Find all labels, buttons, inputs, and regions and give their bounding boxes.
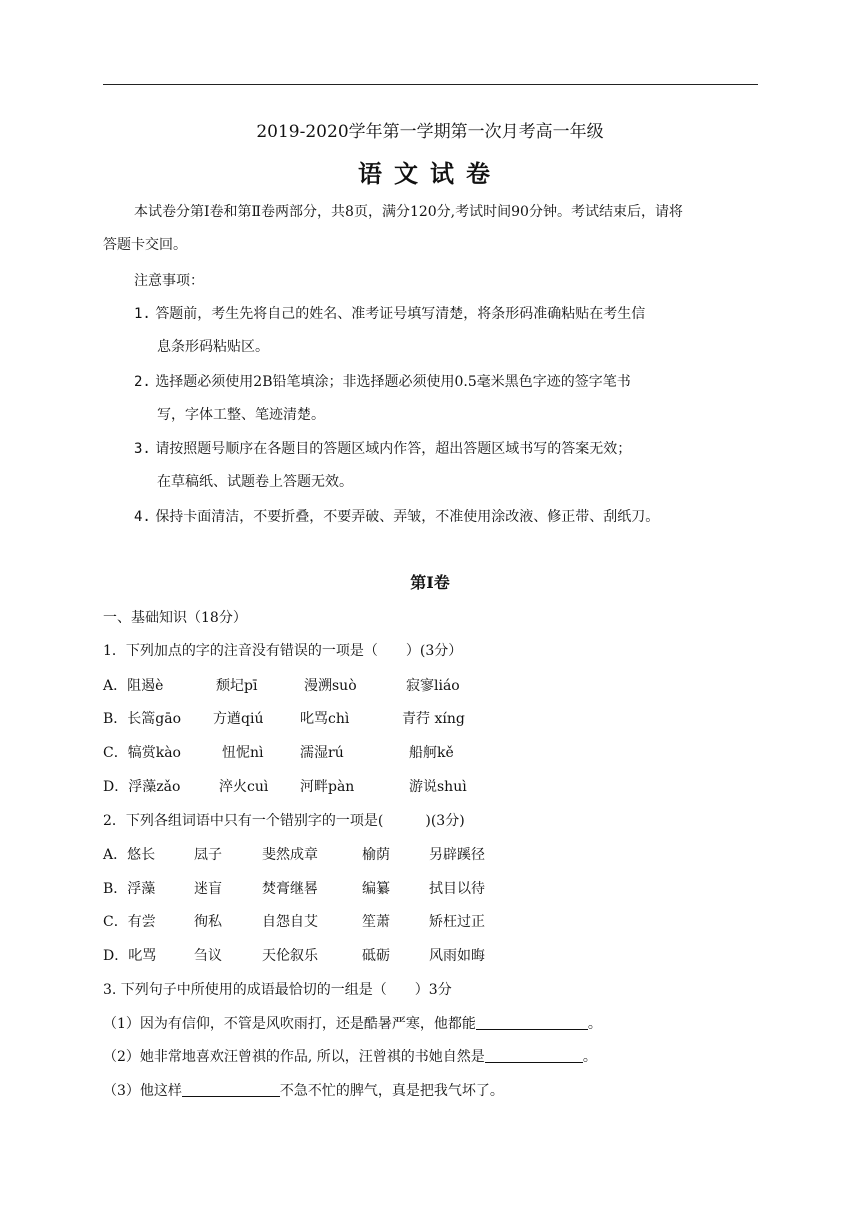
q3-sentence-2-end: 。 — [582, 1049, 597, 1065]
q2-option-a-word-5: 另辟蹊径 — [429, 847, 485, 863]
q2-option-a-word-2: 凨子 — [194, 847, 222, 863]
q2-option-d-word-4: 砥砺 — [362, 948, 390, 964]
q3-sentence-1 — [103, 1013, 602, 1033]
answer-blank-3 — [182, 1082, 280, 1097]
q3-sentence-1-end: 。 — [587, 1016, 602, 1032]
intro-line-2: 答题卡交回。 — [103, 237, 187, 253]
header-rule — [103, 84, 758, 85]
q1-option-c-word-4: 船舸kě — [409, 745, 454, 761]
q1-option-c-word-2: 忸怩nì — [222, 745, 264, 761]
q2-option-b-word-3: 焚膏继晷 — [262, 881, 318, 897]
intro-line-1: 本试卷分第Ⅰ卷和第Ⅱ卷两部分，共8页，满分120分,考试时间90分钟。考试结束后，请将 — [134, 204, 683, 220]
q2-option-c-word-3: 自怨自艾 — [262, 914, 318, 930]
q2-option-d-word-3: 天伦叙乐 — [262, 948, 318, 964]
notice-item-number: 3. — [134, 441, 151, 457]
notice-heading: 注意事项： — [134, 273, 204, 289]
q2-option-a-word-1: A．悠长 — [103, 847, 156, 863]
notice-item-text: 保持卡面清洁，不要折叠，不要弄破、弄皱，不准使用涂改液、修正带、刮纸刀。 — [155, 509, 660, 525]
question-1-stem: 1．下列加点的字的注音没有错误的一项是（ ）(3分） — [103, 643, 463, 659]
q1-option-b-word-4: 青荇 xíng — [402, 711, 465, 727]
q3-sentence-3-text: （3）他这样 — [103, 1083, 182, 1099]
q1-option-b-word-3: 叱骂chì — [300, 711, 350, 727]
question-2-stem: 2．下列各组词语中只有一个错别字的一项是( )(3分) — [103, 813, 465, 829]
exam-title: 2019-2020学年第一学期第一次月考高一年级 — [256, 122, 604, 142]
q2-option-c-word-1: C．有尝 — [103, 914, 156, 930]
q1-option-a-word-3: 漫溯suò — [304, 678, 357, 694]
notice-item-2-cont: 写，字体工整、笔迹清楚。 — [157, 407, 325, 423]
q2-option-c-word-5: 矫枉过正 — [429, 914, 485, 930]
q2-option-a-word-3: 斐然成章 — [262, 847, 318, 863]
q3-sentence-2 — [103, 1046, 597, 1066]
q1-option-b-word-1: B．长篙gāo — [103, 711, 182, 727]
answer-blank-2 — [485, 1048, 583, 1063]
q1-option-c-word-3: 濡湿rú — [300, 745, 344, 761]
q1-option-b-word-2: 方遒qiú — [213, 711, 264, 727]
q1-option-c-word-1: C．犒赏kào — [103, 745, 181, 761]
notice-item-4 — [134, 506, 659, 526]
notice-item-3-cont: 在草稿纸、试题卷上答题无效。 — [157, 474, 353, 490]
q2-option-c-word-2: 徇私 — [194, 914, 222, 930]
notice-item-text: 请按照题号顺序在各题目的答题区域内作答，超出答题区域书写的答案无效； — [155, 441, 632, 457]
section-heading: 一、基础知识（18分） — [103, 610, 247, 626]
q2-option-a-word-4: 榆荫 — [362, 847, 390, 863]
notice-item-text: 选择题必须使用2B铅笔填涂；非选择题必须使用0.5毫米黑色字迹的签字笔书 — [155, 374, 631, 390]
notice-item-2 — [134, 371, 631, 391]
q2-option-b-word-5: 拭目以待 — [429, 881, 485, 897]
notice-item-1-cont: 息条形码粘贴区。 — [157, 339, 269, 355]
q3-sentence-3 — [103, 1080, 504, 1100]
notice-item-3 — [134, 438, 631, 458]
q1-option-a-word-4: 寂寥liáo — [406, 678, 460, 694]
q1-option-d-word-2: 淬火cuì — [219, 779, 269, 795]
q1-option-a-word-2: 颓圮pī — [216, 678, 258, 694]
question-3-stem: 3. 下列句子中所使用的成语最恰切的一组是（ ）3分 — [103, 982, 452, 998]
notice-item-number: 4. — [134, 509, 151, 525]
q2-option-c-word-4: 笙萧 — [362, 914, 390, 930]
notice-item-1 — [134, 303, 645, 323]
q1-option-d-word-4: 游说shuì — [409, 779, 467, 795]
q3-sentence-2-text: （2）她非常地喜欢汪曾祺的作品, 所以，汪曾祺的书她自然是 — [103, 1049, 485, 1065]
q2-option-d-word-1: D．叱骂 — [103, 948, 157, 964]
subject-title: 语文试卷 — [358, 159, 502, 188]
q3-sentence-1-text: （1）因为有信仰，不管是风吹雨打，还是酷暑严寒，他都能 — [103, 1016, 476, 1032]
part-title: 第Ⅰ卷 — [410, 573, 450, 592]
q2-option-d-word-5: 风雨如晦 — [429, 948, 485, 964]
answer-blank-1 — [476, 1015, 588, 1030]
notice-item-text: 答题前，考生先将自己的姓名、准考证号填写清楚，将条形码准确粘贴在考生信 — [155, 306, 646, 322]
q1-option-d-word-1: D．浮藻zǎo — [103, 779, 181, 795]
q2-option-b-word-2: 迷盲 — [194, 881, 222, 897]
q2-option-b-word-1: B．浮藻 — [103, 881, 156, 897]
q3-sentence-3-end: 不急不忙的脾气，真是把我气坏了。 — [279, 1083, 504, 1099]
q1-option-a-word-1: A．阻遏è — [103, 678, 164, 694]
q2-option-d-word-2: 刍议 — [194, 948, 222, 964]
q1-option-d-word-3: 河畔pàn — [300, 779, 355, 795]
q2-option-b-word-4: 编纂 — [362, 881, 390, 897]
notice-item-number: 1. — [134, 306, 151, 322]
notice-item-number: 2. — [134, 374, 151, 390]
